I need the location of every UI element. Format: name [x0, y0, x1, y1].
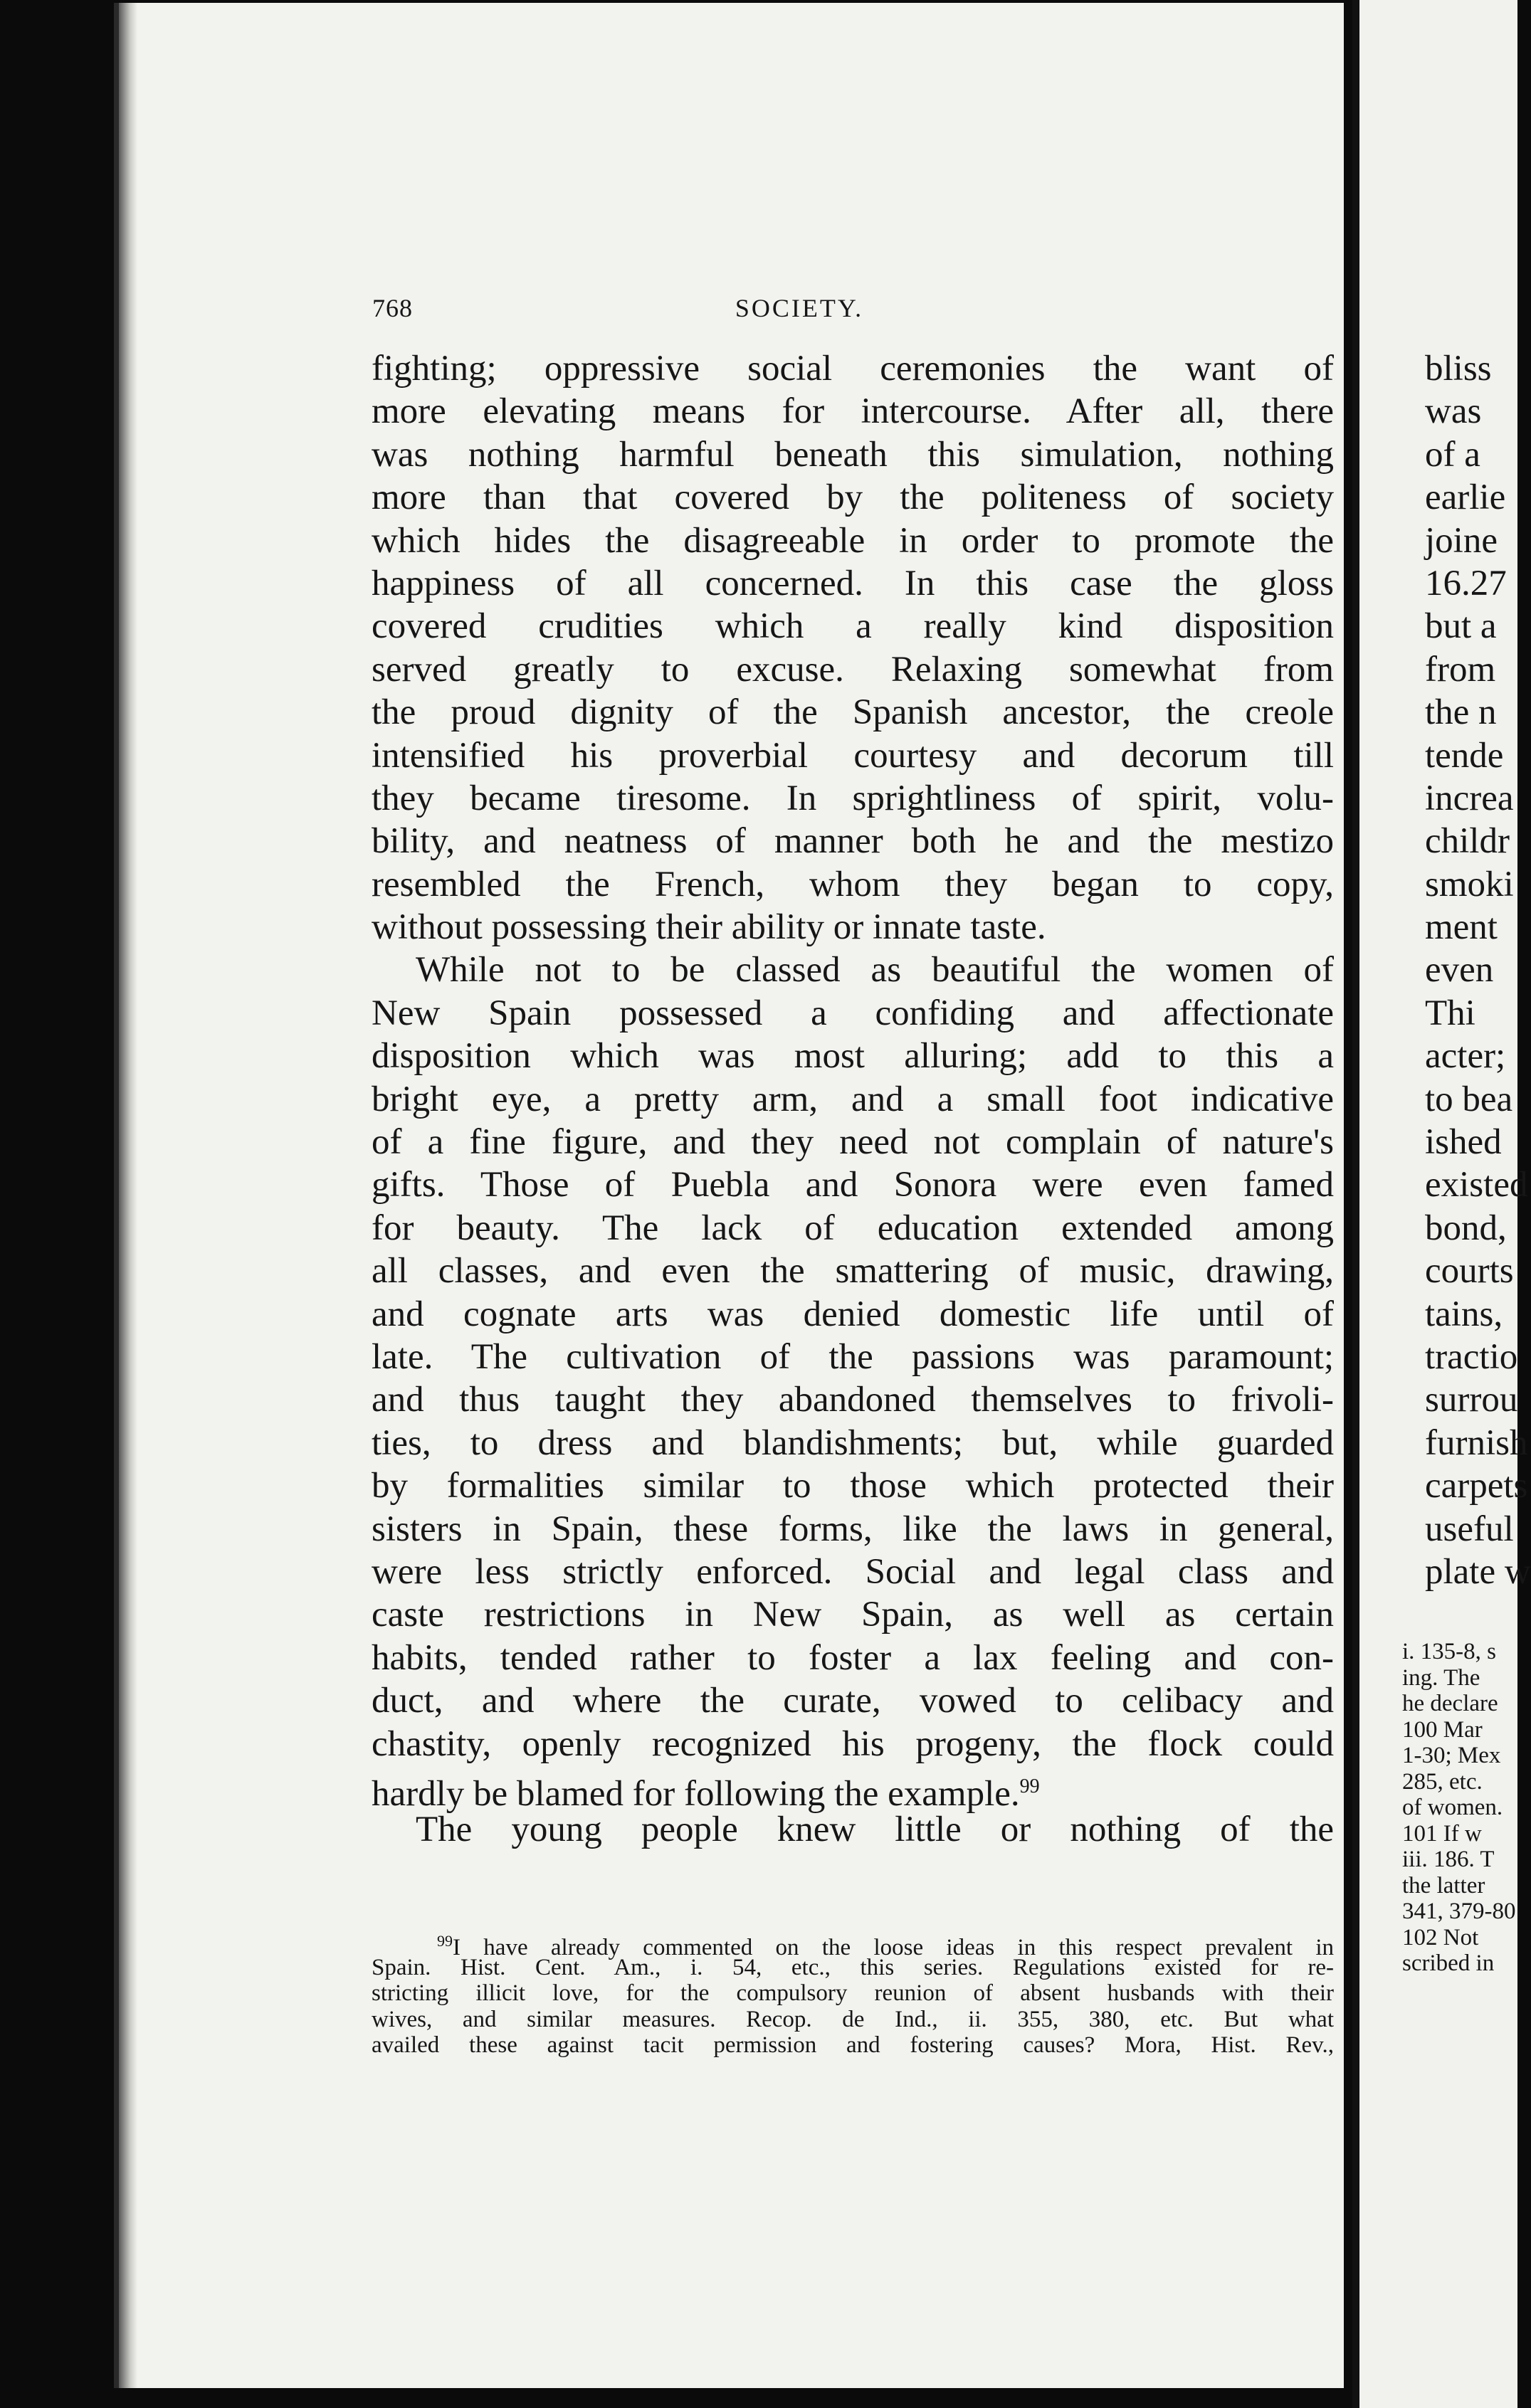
adjacent-note-line: ing. The [1402, 1664, 1480, 1691]
body-line: ties, to dress and blandishments; but, while guarded [372, 1422, 1334, 1463]
body-line: gifts. Those of Puebla and Sonora were even famed [372, 1165, 1334, 1205]
adjacent-line: was [1425, 391, 1482, 432]
body-line: covered crudities which a really kind disposition [372, 606, 1334, 647]
adjacent-line: useful [1425, 1509, 1514, 1549]
adjacent-line: but a [1425, 606, 1497, 647]
adjacent-note-line: 1-30; Mex [1402, 1743, 1501, 1768]
adjacent-line: the n [1425, 692, 1497, 733]
footnote-marker: 99 [1019, 1775, 1040, 1797]
body-line: habits, tended rather to foster a lax feeling and con- [372, 1637, 1334, 1678]
adjacent-line: even [1425, 950, 1494, 991]
adjacent-line: of a [1425, 434, 1480, 475]
footnote-line: Spain. Hist. Cent. Am., i. 54, etc., this series. Regulations existed for re- [372, 1954, 1334, 1980]
adjacent-note-line: scribed in [1402, 1950, 1495, 1976]
body-line: hardly be blamed for following the example. [372, 1773, 1020, 1814]
adjacent-line: bliss [1425, 349, 1492, 389]
body-line: and cognate arts was denied domestic life until of [372, 1294, 1334, 1334]
adjacent-line: 16.27 [1425, 563, 1507, 603]
adjacent-note-line: 100 Mar [1402, 1716, 1483, 1743]
body-line: While not to be classed as beautiful the women of [416, 950, 1334, 991]
running-head: SOCIETY. [735, 294, 864, 322]
adjacent-line: courts [1425, 1251, 1514, 1292]
adjacent-line: surrou [1425, 1380, 1518, 1420]
body-line: bright eye, a pretty arm, and a small foot indicative [372, 1079, 1334, 1119]
body-line: intensified his proverbial courtesy and decorum till [372, 735, 1334, 776]
body-line: by formalities similar to those which protected their [372, 1466, 1334, 1506]
body-line: happiness of all concerned. In this case the gloss [372, 563, 1334, 603]
adjacent-line: childr [1425, 821, 1510, 862]
body-line: all classes, and even the smattering of music, drawing, [372, 1251, 1334, 1292]
footnote-line: I have already commented on the loose ideas in this respect prevalent in [453, 1935, 1334, 1960]
body-line: which hides the disagreeable in order to promote the [372, 520, 1334, 561]
adjacent-line: to bea [1425, 1079, 1513, 1119]
footnote-number: 99 [437, 1932, 453, 1950]
adjacent-note-line: 101 If w [1402, 1820, 1482, 1847]
adjacent-line: carpets [1425, 1466, 1528, 1506]
body-line: served greatly to excuse. Relaxing somewhat from [372, 649, 1334, 690]
page-number: 768 [372, 294, 413, 322]
adjacent-note-line: 285, etc. [1402, 1768, 1483, 1795]
body-line: bility, and neatness of manner both he and the mestizo [372, 821, 1334, 862]
adjacent-line: ished [1425, 1122, 1502, 1163]
adjacent-note-line: he declare [1402, 1691, 1498, 1716]
footnotes [372, 1928, 1334, 2059]
adjacent-line: from [1425, 649, 1496, 690]
adjacent-line: tractio [1425, 1336, 1518, 1377]
body-line: The young people knew little or nothing of the [416, 1810, 1334, 1850]
adjacent-note-line: 102 Not [1402, 1924, 1479, 1950]
adjacent-note-line: iii. 186. T [1402, 1847, 1495, 1872]
body-line: duct, and where the curate, vowed to celibacy and [372, 1681, 1334, 1721]
adjacent-line: ment [1425, 907, 1498, 948]
body-line: sisters in Spain, these forms, like the laws in general, [372, 1509, 1334, 1549]
adjacent-line: tains, [1425, 1294, 1503, 1334]
footnote-line: stricting illicit love, for the compulsory reunion of absent husbands with their [372, 1980, 1334, 2006]
body-line-with-note [372, 1765, 1334, 1814]
adjacent-line: Thi [1425, 993, 1475, 1033]
adjacent-note-line: 341, 379-80 [1402, 1899, 1516, 1924]
footnote-line: availed these against tacit permission and fostering causes? Mora, Hist. Rev., [372, 2032, 1334, 2058]
footnote-first-line [372, 1928, 1334, 1960]
body-line: they became tiresome. In sprightliness of spirit, volu- [372, 778, 1334, 818]
adjacent-line: existed [1425, 1165, 1528, 1205]
adjacent-note-line: the latter [1402, 1872, 1485, 1899]
adjacent-line: bond, [1425, 1208, 1507, 1248]
adjacent-line: joine [1425, 520, 1498, 561]
adjacent-page-text [1425, 347, 1531, 1593]
footnote-line: wives, and similar measures. Recop. de Ind., ii. 355, 380, etc. But what [372, 2006, 1334, 2032]
body-line: resembled the French, whom they began to copy, [372, 864, 1334, 904]
body-line: chastity, openly recognized his progeny, the flock could [372, 1723, 1334, 1764]
body-line: caste restrictions in New Spain, as well as certain [372, 1595, 1334, 1635]
adjacent-line: plate w [1425, 1551, 1531, 1592]
adjacent-line: increa [1425, 778, 1514, 818]
body-line: more elevating means for intercourse. After all, there [372, 391, 1334, 432]
adjacent-line: tende [1425, 735, 1504, 776]
body-line: New Spain possessed a confiding and affectionate [372, 993, 1334, 1033]
adjacent-line: furnish [1425, 1422, 1528, 1463]
adjacent-line: earlie [1425, 477, 1506, 518]
body-line: without possessing their ability or innate taste. [372, 907, 1046, 948]
body-line: of a fine figure, and they need not complain of nature's [372, 1122, 1334, 1163]
page-header [372, 286, 1454, 329]
adjacent-line: smoki [1425, 864, 1514, 904]
body-line: more than that covered by the politeness of society [372, 477, 1334, 518]
body-line: the proud dignity of the Spanish ancestor, the creole [372, 692, 1334, 733]
body-line: late. The cultivation of the passions was paramount; [372, 1336, 1334, 1377]
adjacent-page-fragment [1352, 0, 1531, 2408]
adjacent-note-line: of women. [1402, 1795, 1503, 1820]
body-text [372, 347, 1334, 1852]
body-line: was nothing harmful beneath this simulation, nothing [372, 434, 1334, 475]
body-line: were less strictly enforced. Social and legal class and [372, 1551, 1334, 1592]
body-line: fighting; oppressive social ceremonies the want of [372, 349, 1334, 389]
adjacent-page-notes [1402, 1639, 1516, 1977]
adjacent-note-line: i. 135-8, s [1402, 1639, 1496, 1664]
body-line: for beauty. The lack of education extended among [372, 1208, 1334, 1248]
adjacent-line: acter; [1425, 1036, 1506, 1077]
body-line: and thus taught they abandoned themselves to frivoli- [372, 1380, 1334, 1420]
body-line: disposition which was most alluring; add to this a [372, 1036, 1334, 1077]
